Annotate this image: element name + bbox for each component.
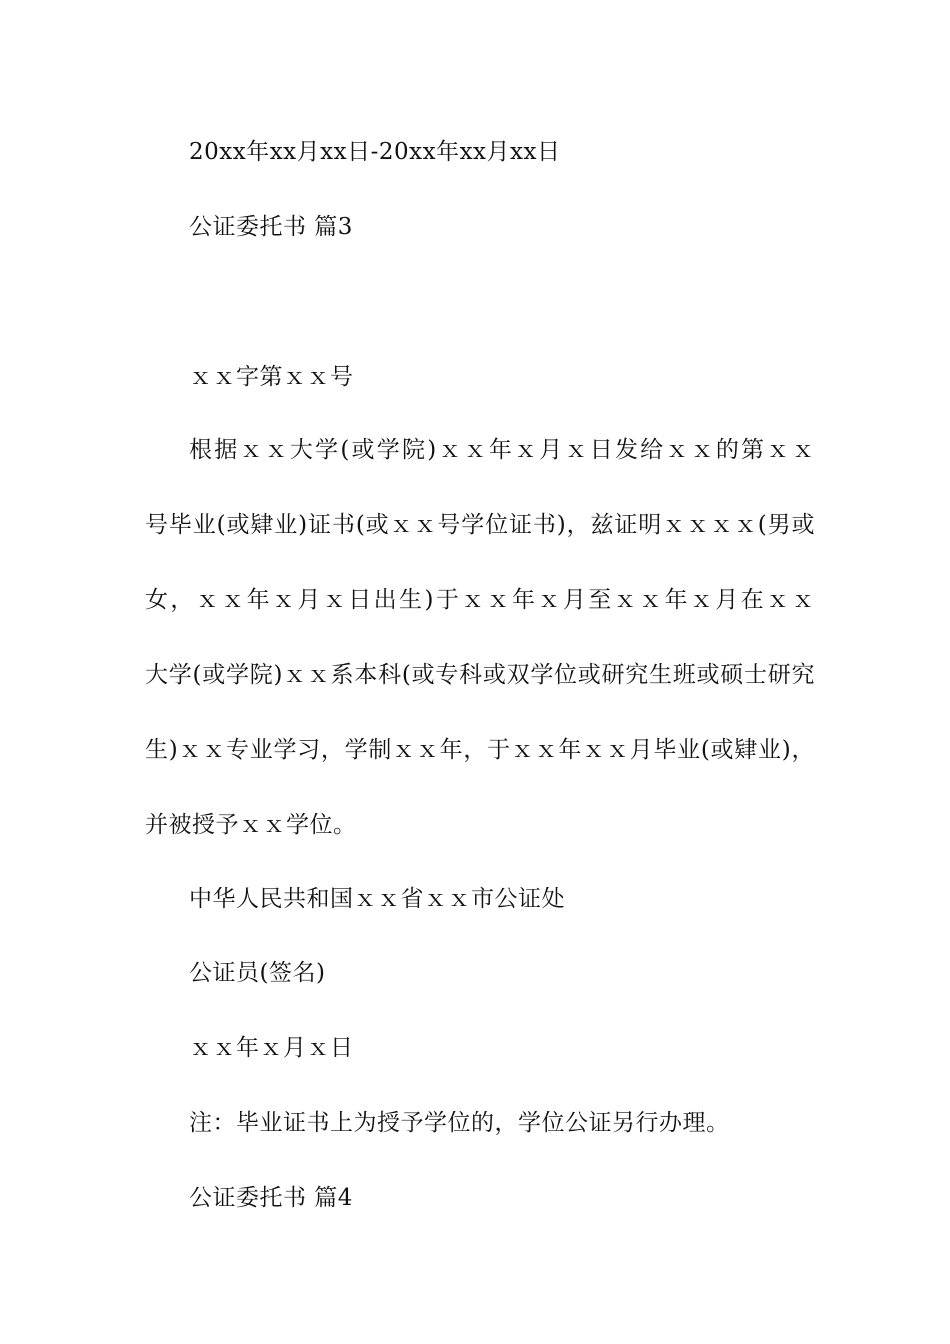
notary-office: 中华人民共和国ｘｘ省ｘｘ市公证处 bbox=[189, 886, 565, 912]
body-line-6: 并被授予ｘｘ学位。 bbox=[145, 812, 357, 838]
body-line-2: 号毕业(或肄业)证书(或ｘｘ号学位证书)，兹证明ｘｘｘｘ(男或 bbox=[145, 512, 815, 538]
date-range-line: 20xx年xx月xx日-20xx年xx月xx日 bbox=[189, 139, 561, 165]
note-line: 注：毕业证书上为授予学位的，学位公证另行办理。 bbox=[189, 1110, 730, 1136]
notary-signature: 公证员(签名) bbox=[189, 960, 326, 986]
body-line-1: 根据ｘｘ大学(或学院)ｘｘ年ｘ月ｘ日发给ｘｘ的第ｘｘ bbox=[189, 437, 815, 463]
section-title-3: 公证委托书 篇3 bbox=[189, 214, 353, 240]
certificate-number: ｘｘ字第ｘｘ号 bbox=[189, 364, 354, 390]
sign-date: ｘｘ年ｘ月ｘ日 bbox=[189, 1035, 354, 1061]
body-line-5: 生)ｘｘ专业学习，学制ｘｘ年，于ｘｘ年ｘｘ月毕业(或肄业)， bbox=[145, 737, 815, 763]
body-line-4: 大学(或学院)ｘｘ系本科(或专科或双学位或研究生班或硕士研究 bbox=[145, 662, 815, 688]
section-title-4: 公证委托书 篇4 bbox=[189, 1185, 353, 1211]
body-line-3: 女，ｘｘ年ｘ月ｘ日出生)于ｘｘ年ｘ月至ｘｘ年ｘ月在ｘｘ bbox=[145, 587, 815, 613]
